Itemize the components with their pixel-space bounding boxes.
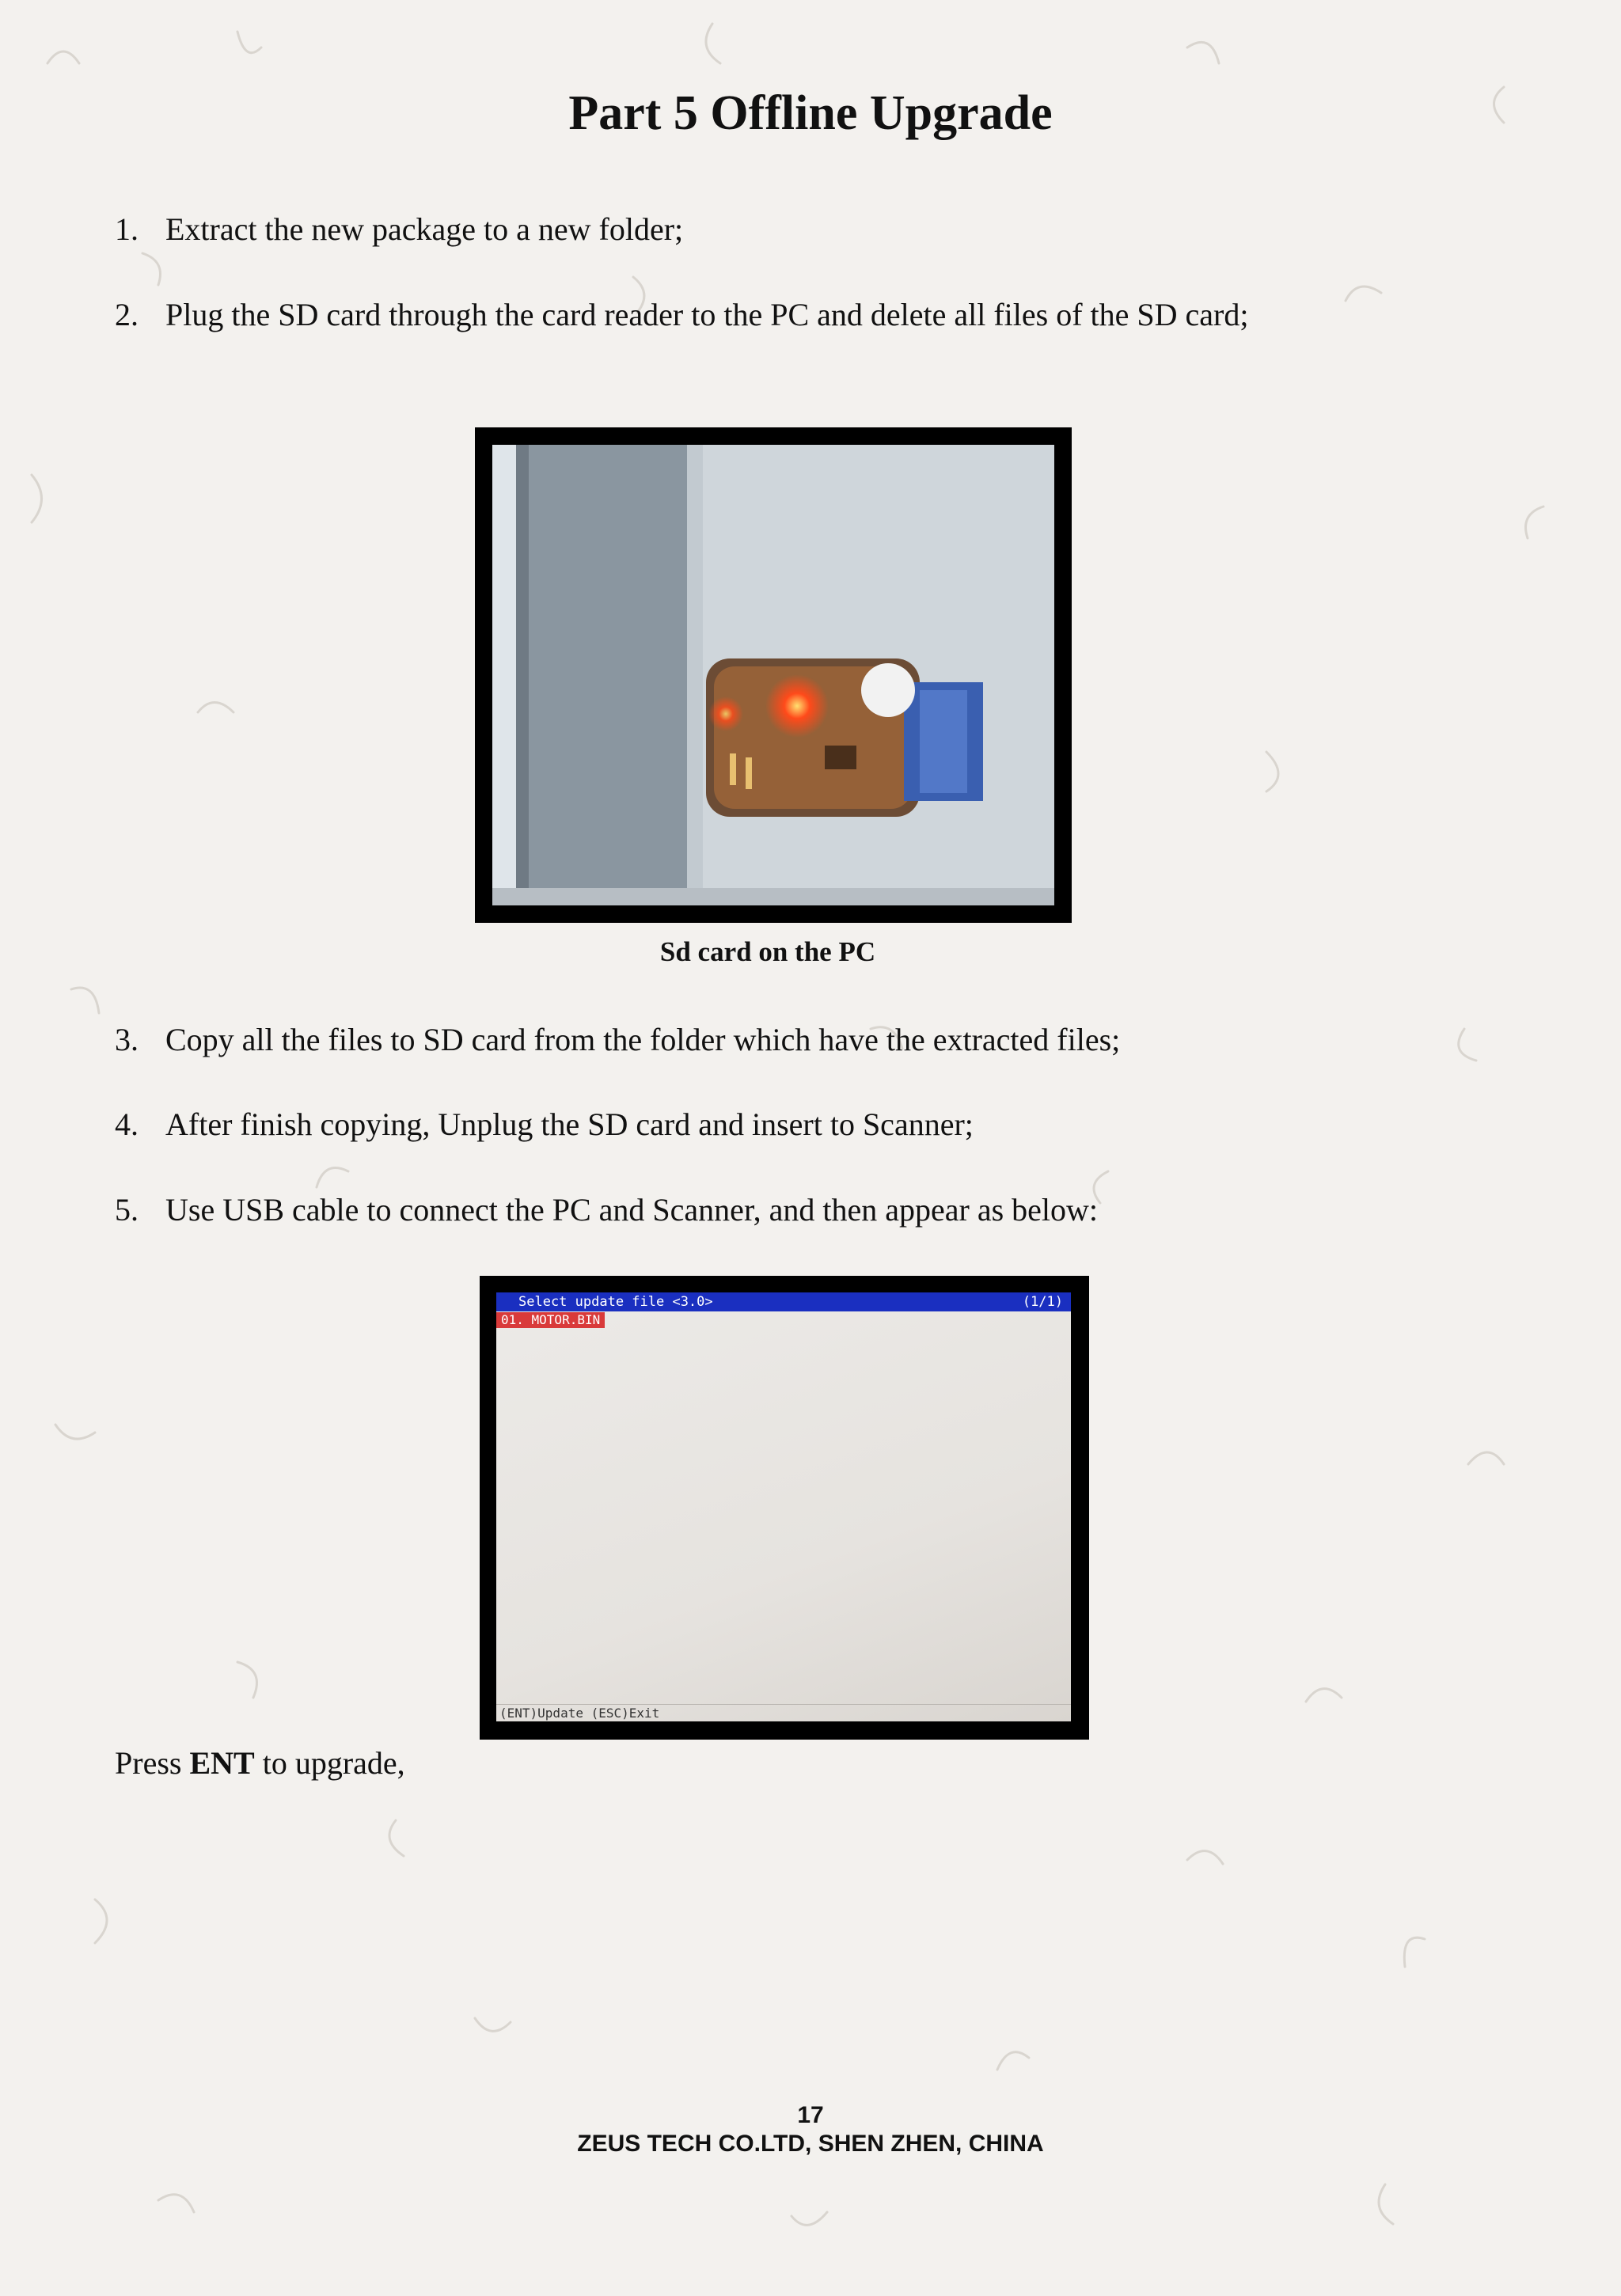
page-number: 17 [797,2102,824,2128]
step-number: 2. [115,297,139,332]
step-2 [115,296,1248,333]
scanner-screen-photo [480,1276,1089,1740]
screen-page-indicator: (1/1) [1022,1294,1063,1310]
step-text: After finish copying, Unplug the SD card and insert to Scanner; [165,1106,974,1142]
scanner-screen [496,1292,1071,1721]
screen-footer-hint: (ENT)Update (ESC)Exit [496,1704,1071,1721]
step-text: Extract the new package to a new folder; [165,211,684,247]
step-number: 3. [115,1022,139,1057]
press-text-after: to upgrade, [254,1745,405,1781]
screen-header [496,1292,1071,1311]
step-5 [115,1191,1098,1228]
step-1 [115,211,683,248]
sd-card-reader-illustration [492,445,1054,905]
photo-caption: Sd card on the PC [659,936,876,967]
sd-card-photo [475,427,1072,923]
step-4 [115,1106,974,1143]
step-number: 1. [115,211,139,247]
press-instruction [115,1744,405,1782]
page-title: Part 5 Offline Upgrade [568,86,1053,140]
step-text: Use USB cable to connect the PC and Scanner, and then appear as below: [165,1192,1099,1228]
step-number: 4. [115,1106,139,1142]
screen-header-title: Select update file <3.0> [518,1294,713,1310]
press-text-before: Press [115,1745,190,1781]
ent-key-label: ENT [189,1745,255,1781]
step-number: 5. [115,1192,139,1228]
company-footer: ZEUS TECH CO.LTD, SHEN ZHEN, CHINA [577,2131,1044,2157]
selected-file-item: 01. MOTOR.BIN [496,1312,605,1328]
step-text: Copy all the files to SD card from the folder which have the extracted files; [165,1022,1121,1057]
step-text: Plug the SD card through the card reader to the PC and delete all files of the SD card; [165,297,1249,332]
step-3 [115,1021,1120,1058]
